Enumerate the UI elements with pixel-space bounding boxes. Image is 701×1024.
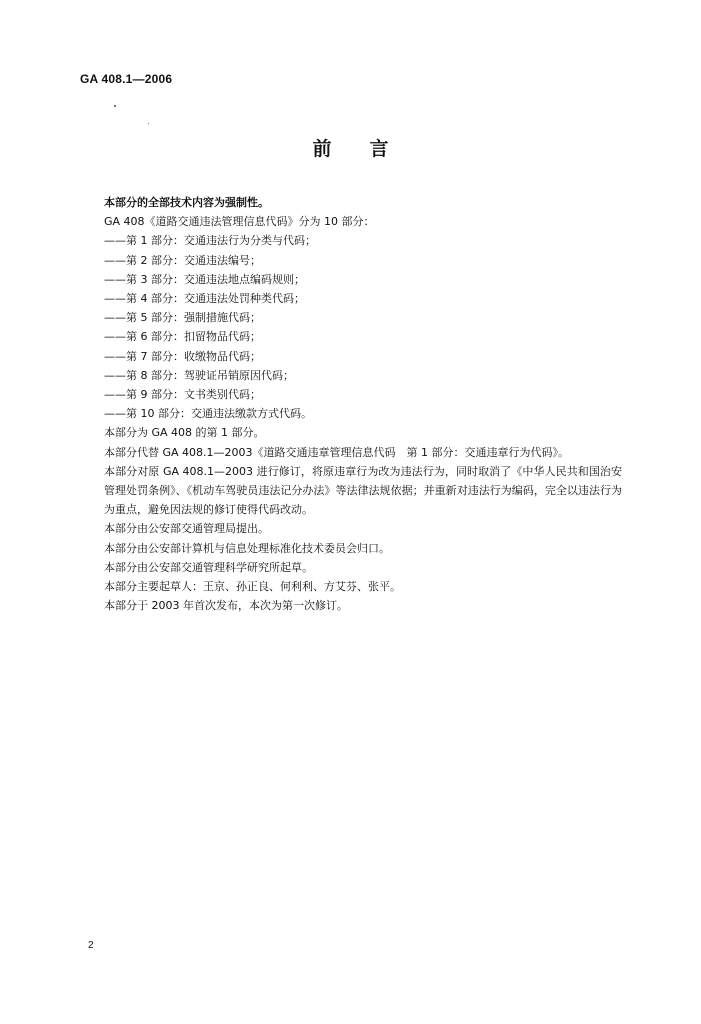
part-list-item: ——第 6 部分：扣留物品代码； bbox=[104, 330, 261, 344]
replacement-statement: 本部分代替 GA 408.1—2003《道路交通违章管理信息代码 第 1 部分：交通违章行为代码》。 bbox=[104, 445, 570, 459]
part-statement: 本部分为 GA 408 的第 1 部分。 bbox=[104, 426, 265, 440]
scan-speck bbox=[114, 105, 116, 107]
part-list-item: ——第 4 部分：交通违法处罚种类代码； bbox=[104, 292, 305, 306]
part-list-item: ——第 3 部分：交通违法地点编码规则； bbox=[104, 272, 305, 286]
proposer-statement: 本部分由公安部交通管理局提出。 bbox=[104, 522, 269, 536]
part-list-item: ——第 10 部分：交通违法缴款方式代码。 bbox=[104, 407, 312, 421]
revision-statement: 本部分对原 GA 408.1—2003 进行修订，将原违章行为改为违法行为，同时取消了《中华人民共和国治安管理处罚条例》、《机动车驾驶员违法记分办法》等法律法规依据；并重新对违法行为编码，完全以违法行为为重点，避免因法规的修订使得代码改动。 bbox=[104, 464, 622, 517]
part-list-item: ——第 1 部分：交通违法行为分类与代码； bbox=[104, 234, 316, 248]
drafters-statement: 本部分主要起草人：王京、孙正良、何利利、方艾芬、张平。 bbox=[104, 580, 401, 594]
foreword-body bbox=[82, 193, 622, 615]
publication-history: 本部分于 2003 年首次发布，本次为第一次修订。 bbox=[104, 599, 348, 613]
part-list-item: ——第 2 部分：交通违法编号； bbox=[104, 253, 261, 267]
section-title bbox=[0, 134, 701, 161]
standard-code-header: GA 408.1—2006 bbox=[80, 72, 173, 86]
scan-speck bbox=[148, 123, 149, 124]
title-char-1: 前 bbox=[312, 138, 332, 160]
title-char-2: 言 bbox=[369, 138, 389, 160]
mandatory-statement: 本部分的全部技术内容为强制性。 bbox=[104, 196, 269, 209]
drafter-org-statement: 本部分由公安部交通管理科学研究所起草。 bbox=[104, 560, 313, 574]
centralized-statement: 本部分由公安部计算机与信息处理标准化技术委员会归口。 bbox=[104, 541, 390, 555]
standard-parts-intro: GA 408《道路交通违法管理信息代码》分为 10 部分： bbox=[104, 215, 375, 229]
page-number: 2 bbox=[88, 940, 94, 951]
part-list-item: ——第 9 部分：文书类别代码； bbox=[104, 388, 261, 402]
part-list-item: ——第 5 部分：强制措施代码； bbox=[104, 311, 261, 325]
part-list-item: ——第 8 部分：驾驶证吊销原因代码； bbox=[104, 368, 294, 382]
part-list-item: ——第 7 部分：收缴物品代码； bbox=[104, 349, 261, 363]
